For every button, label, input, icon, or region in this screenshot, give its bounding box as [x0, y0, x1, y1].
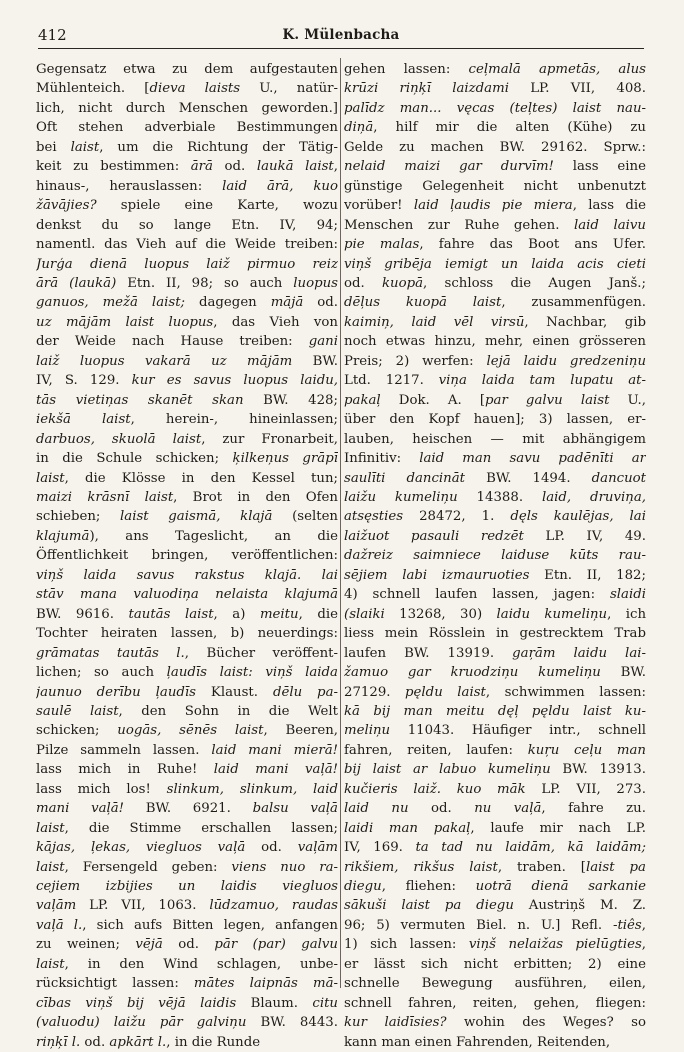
text-line: lass mich los! slinkum, slinkum, laid — [36, 781, 338, 797]
text-line: dažreiz saimniece laiduse kūts rau- — [344, 548, 646, 564]
text-line: Mühlenteich. [dieva laists U., natür- — [36, 81, 338, 97]
text-line: er lässt sich nicht erbitten; 2) eine — [344, 956, 646, 972]
text-line: kājas, ļekas, viegluos vaļā od. vaļām — [36, 840, 338, 856]
text-line: 27129. pęldu laist, schwimmen lassen: — [344, 684, 646, 700]
text-line: meliņu 11043. Häufiger intr., schnell — [344, 723, 646, 739]
text-line: noch etwas hinzu, mehr, einen grösseren — [344, 334, 646, 350]
text-line: saulē laist, den Sohn in die Welt — [36, 703, 338, 719]
text-line: laist, die Stimme erschallen lassen; — [36, 820, 338, 836]
text-line: Tochter heiraten lassen, b) neuerdings: — [36, 626, 338, 642]
text-line: vorüber! laid ļaudis pie miera, lass die — [344, 198, 646, 214]
text-line: pakaļ Dok. A. [par galvu laist U., — [344, 392, 646, 408]
text-line: krūzi riņķī laizdami LP. VII, 408. — [344, 81, 646, 97]
text-line: vaļām LP. VII, 1063. lūdzamuo, raudas — [36, 898, 338, 914]
text-line: schnelle Bewegung ausführen, eilen, — [344, 976, 646, 992]
text-line: cejiem izbijies un laidis viegluos — [36, 879, 338, 895]
right-column — [344, 60, 646, 1052]
page-header — [38, 22, 644, 49]
text-line: namentl. das Vieh auf die Weide treiben: — [36, 237, 338, 253]
text-line: kaimiņ, laid vēl virsū, Nachbar, gib — [344, 314, 646, 330]
running-title: K. Mülenbacha — [282, 27, 400, 43]
text-line: schicken; uogās, sēnēs laist, Beeren, — [36, 723, 338, 739]
text-line: viņš laida savus rakstus klajā. lai — [36, 567, 338, 583]
text-line: bei laist, um die Richtung der Tätig- — [36, 139, 338, 155]
text-line: riņķī l. od. apkārt l., in die Runde — [36, 1034, 261, 1050]
text-line: hinaus-, herauslassen: laid ārā, kuo — [36, 178, 338, 194]
text-line: Öffentlichkeit bringen, veröffentlichen: — [36, 548, 338, 564]
text-line: schnell fahren, reiten, gehen, fliegen: — [344, 995, 646, 1011]
text-line: žamuo gar kruodziņu kumeliņu BW. — [344, 665, 646, 681]
text-line: Pilze sammeln lassen. laid mani mierā! — [36, 742, 338, 758]
text-line: Gegensatz etwa zu dem aufgestauten — [36, 62, 338, 77]
text-line: laiž luopus vakarā uz mājām BW. — [36, 353, 338, 369]
text-line: (slaiki 13268, 30) laidu kumeliņu, ich — [344, 606, 646, 622]
text-line: od. kuopā, schloss die Augen Janš.; — [344, 275, 646, 291]
text-line: diegu, fliehen: uotrā dienā sarkanie — [344, 879, 646, 895]
text-line: lich, nicht durch Menschen geworden.] — [36, 100, 338, 116]
text-line: laižu kumeliņu 14388. laid, druviņa, — [344, 489, 646, 505]
page-number: 412 — [38, 26, 67, 44]
text-line: zu weinen; vējā od. pār (par) galvu — [36, 937, 338, 953]
text-line: laist, die Klösse in den Kessel tun; — [36, 470, 338, 486]
text-line: lass mich in Ruhe! laid mani vaļā! — [36, 762, 338, 778]
text-line: kā bij man meitu dęļ pęldu laist ku- — [344, 703, 646, 719]
text-line: (valuodu) laižu pār galviņu BW. 8443. — [36, 1015, 338, 1031]
text-line: diņā, hilf mir die alten (Kühe) zu — [344, 120, 646, 136]
text-line: tās vietiņas skanēt skan BW. 428; — [36, 392, 338, 408]
text-line: laižuot pasauli redzēt LP. IV, 49. — [344, 528, 646, 544]
text-line: laist, Fersengeld geben: viens nuo ra- — [36, 859, 338, 875]
text-line: lauben, heischen — mit abhängigem — [344, 431, 646, 447]
text-line: darbuos, skuolā laist, zur Fronarbeit, — [36, 431, 338, 447]
text-line: uz mājām laist luopus, das Vieh von — [36, 314, 338, 330]
text-line: kučieris laiž. kuo māk LP. VII, 273. — [344, 781, 646, 797]
text-line: kur laidīsies? wohin des Weges? so — [344, 1015, 646, 1031]
text-line: BW. 9616. tautās laist, a) meitu, die — [36, 606, 338, 622]
text-line: der Weide nach Hause treiben: gani — [36, 334, 338, 350]
text-line: klajumā), ans Tageslicht, an die — [36, 528, 338, 544]
text-line: palīdz man... vęcas (teļtes) laist nau- — [344, 100, 646, 116]
text-line: Gelde zu machen BW. 29162. Sprw.: — [344, 139, 646, 155]
text-line: denkst du so lange Etn. IV, 94; — [36, 217, 338, 233]
text-line: über den Kopf hauen]; 3) lassen, er- — [344, 412, 646, 428]
text-line: žāvājies? spiele eine Karte, wozu — [36, 198, 338, 214]
text-line: maizi krāsnī laist, Brot in den Ofen — [36, 489, 338, 505]
text-line: rikšiem, rikšus laist, traben. [laist pa — [344, 859, 646, 875]
text-line: pie malas, fahre das Boot ans Ufer. — [344, 237, 646, 253]
text-line: iekšā laist, herein-, hineinlassen; — [36, 412, 338, 428]
text-line: lichen; so auch ļaudīs laist: viņš laida — [36, 665, 338, 681]
text-line: ārā (laukā) Etn. II, 98; so auch luopus — [36, 275, 338, 291]
text-line: Ltd. 1217. viņa laida tam lupatu at- — [344, 373, 646, 389]
text-line: Preis; 2) werfen: lejā laidu gredzeniņu — [344, 353, 646, 369]
text-line: laist, in den Wind schlagen, unbe- — [36, 956, 338, 972]
text-line: Infinitiv: laid man savu padēnīti ar — [344, 451, 646, 467]
text-line: Menschen zur Ruhe gehen. laid laivu — [344, 217, 646, 233]
text-line: 1) sich lassen: viņš nelaižas pielūgties, — [344, 937, 646, 953]
text-line: schieben; laist gaismā, klajā (selten — [36, 509, 338, 525]
text-line: in die Schule schicken; ķilkeņus grāpī — [36, 451, 338, 467]
text-line: mani vaļā! BW. 6921. balsu vaļā — [36, 801, 338, 817]
column-divider — [340, 58, 341, 988]
left-column — [36, 60, 338, 1052]
text-line: liess mein Rösslein in gestrecktem Trab — [344, 626, 646, 642]
text-line: atsęsties 28472, 1. dęls kaulējas, lai — [344, 509, 646, 525]
text-line: grāmatas tautās l., Bücher veröffent- — [36, 645, 338, 661]
text-line: gehen lassen: ceļmalā apmetās, alus — [344, 62, 646, 77]
text-line: laufen BW. 13919. gaŗām laidu lai- — [344, 645, 646, 661]
text-line: stāv mana valuodiņa nelaista klajumā — [36, 587, 338, 603]
text-line: rücksichtigt lassen: mātes laipnās mā- — [36, 976, 338, 992]
text-line: günstige Gelegenheit nicht unbenutzt — [344, 178, 646, 194]
text-line: sējiem labi izmauruoties Etn. II, 182; — [344, 567, 646, 583]
text-line: nelaid maizi gar durvīm! lass eine — [344, 159, 646, 175]
text-line: IV, 169. ta tad nu laidām, kā laidām; — [344, 840, 646, 856]
text-line: kann man einen Fahrenden, Reitenden, — [344, 1034, 611, 1050]
text-line: sākuši laist pa diegu Austriņš M. Z. — [344, 898, 646, 914]
text-line: fahren, reiten, laufen: kuŗu ceļu man — [344, 742, 646, 758]
text-line: cības viņš bij vējā laidis Blaum. citu — [36, 995, 338, 1011]
text-line: laidi man pakaļ, laufe mir nach LP. — [344, 820, 646, 836]
text-line: IV, S. 129. kur es savus luopus laidu, — [36, 373, 338, 389]
text-line: Oft stehen adverbiale Bestimmungen — [36, 120, 338, 136]
text-line: ganuos, mežā laist; dagegen mājā od. — [36, 295, 338, 311]
text-line: vaļā l., sich aufs Bitten legen, anfangen — [36, 917, 338, 933]
text-line: laid nu od. nu vaļā, fahre zu. — [344, 801, 646, 817]
text-line: jaunuo derību ļaudīs Klaust. dēlu pa- — [36, 684, 338, 700]
text-line: dēļus kuopā laist, zusammenfügen. — [344, 295, 646, 311]
text-line: 96; 5) vermuten Biel. n. U.] Refl. -tiês, — [344, 917, 646, 933]
text-line: bij laist ar labuo kumeliņu BW. 13913. — [344, 762, 646, 778]
text-line: keit zu bestimmen: ārā od. laukā laist, — [36, 159, 338, 175]
text-line: saulīti dancināt BW. 1494. dancuot — [344, 470, 646, 486]
text-line: Jurģa dienā luopus laiž pirmuo reiz — [36, 256, 338, 272]
text-line: viņš gribēja iemigt un laida acis cieti — [344, 256, 646, 272]
text-line: 4) schnell laufen lassen, jagen: slaidi — [344, 587, 646, 603]
